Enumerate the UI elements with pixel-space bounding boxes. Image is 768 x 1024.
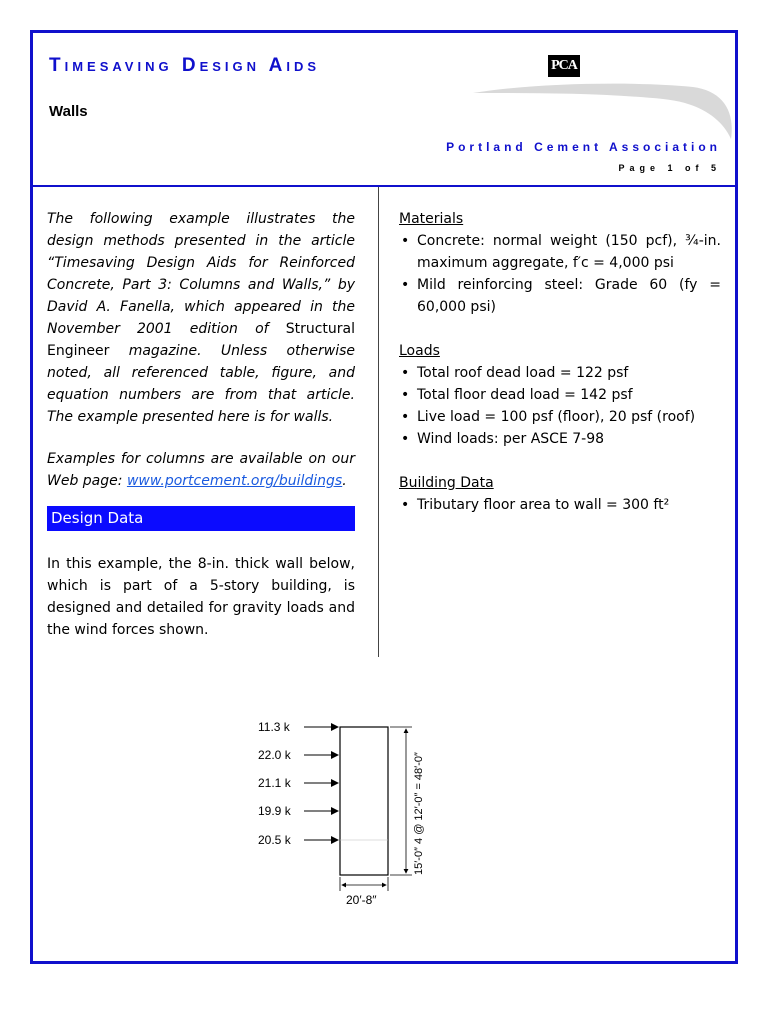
- design-data-heading: Design Data: [47, 506, 355, 531]
- page-number: Page 1 of 5: [618, 163, 721, 173]
- organization-name: Portland Cement Association: [446, 140, 721, 154]
- materials-heading: Materials: [399, 211, 464, 227]
- force-label: 20.5 k: [258, 833, 291, 847]
- document-title: Timesaving Design Aids: [49, 55, 321, 76]
- document-subtitle: Walls: [49, 103, 88, 120]
- force-label: 21.1 k: [258, 776, 291, 790]
- design-data-text: In this example, the 8-in. thick wall below, which is part of a 5-story building, is designed and detailed for gravity loads and the wind forces shown.: [47, 556, 355, 638]
- magazine-name: Structural Engineer: [47, 321, 355, 359]
- examples-end: .: [342, 473, 347, 489]
- loads-heading: Loads: [399, 343, 440, 359]
- loads-list: [399, 362, 721, 450]
- force-label: 19.9 k: [258, 804, 291, 818]
- list-item: • Wind loads: per ASCE 7-98: [399, 428, 721, 450]
- examples-text: Examples for columns are available on our Web page:: [47, 451, 355, 489]
- force-arrows: [258, 720, 338, 847]
- list-item: • Concrete: normal weight (150 pcf), ¾-in. maximum aggregate, f′c = 4,000 psi: [399, 230, 721, 274]
- wall-elevation-diagram: [220, 685, 460, 915]
- column-divider: [378, 187, 379, 657]
- right-column: [399, 208, 721, 516]
- list-item: • Total floor dead load = 142 psf: [399, 384, 721, 406]
- swoosh-graphic: [473, 81, 735, 141]
- force-label: 11.3 k: [258, 720, 290, 734]
- intro-text-1: The following example illustrates the design methods presented in the article “Timesaving Design Aids for Reinforced Concrete, Part 3: Columns and Walls,” by David A. Fanella, which appeared in the November 2001 edition of: [47, 211, 355, 337]
- pca-logo: PCA: [548, 55, 580, 77]
- height-label: 15′-0″ 4 @ 12′-0″ = 48′-0″: [413, 752, 425, 875]
- examples-paragraph: [47, 448, 355, 492]
- building-data-heading: Building Data: [399, 475, 494, 491]
- force-label: 22.0 k: [258, 748, 291, 762]
- height-dimension: [390, 727, 425, 875]
- width-label: 20′-8″: [346, 893, 377, 907]
- intro-text-2: magazine. Unless otherwise noted, all referenced table, figure, and equation numbers are from that article. The example presented here is for walls.: [47, 343, 355, 425]
- left-column: [47, 208, 355, 641]
- wall-outline: [340, 727, 388, 875]
- list-item: • Mild reinforcing steel: Grade 60 (fy = 60,000 psi): [399, 274, 721, 318]
- materials-list: [399, 230, 721, 318]
- building-data-list: [399, 494, 721, 516]
- width-dimension: [340, 877, 388, 907]
- intro-paragraph: [47, 208, 355, 428]
- list-item: • Live load = 100 psf (floor), 20 psf (roof): [399, 406, 721, 428]
- page-header: [33, 33, 735, 185]
- list-item: • Tributary floor area to wall = 300 ft²: [399, 494, 721, 516]
- examples-link[interactable]: www.portcement.org/buildings: [126, 473, 343, 489]
- list-item: • Total roof dead load = 122 psf: [399, 362, 721, 384]
- header-divider: [33, 185, 735, 187]
